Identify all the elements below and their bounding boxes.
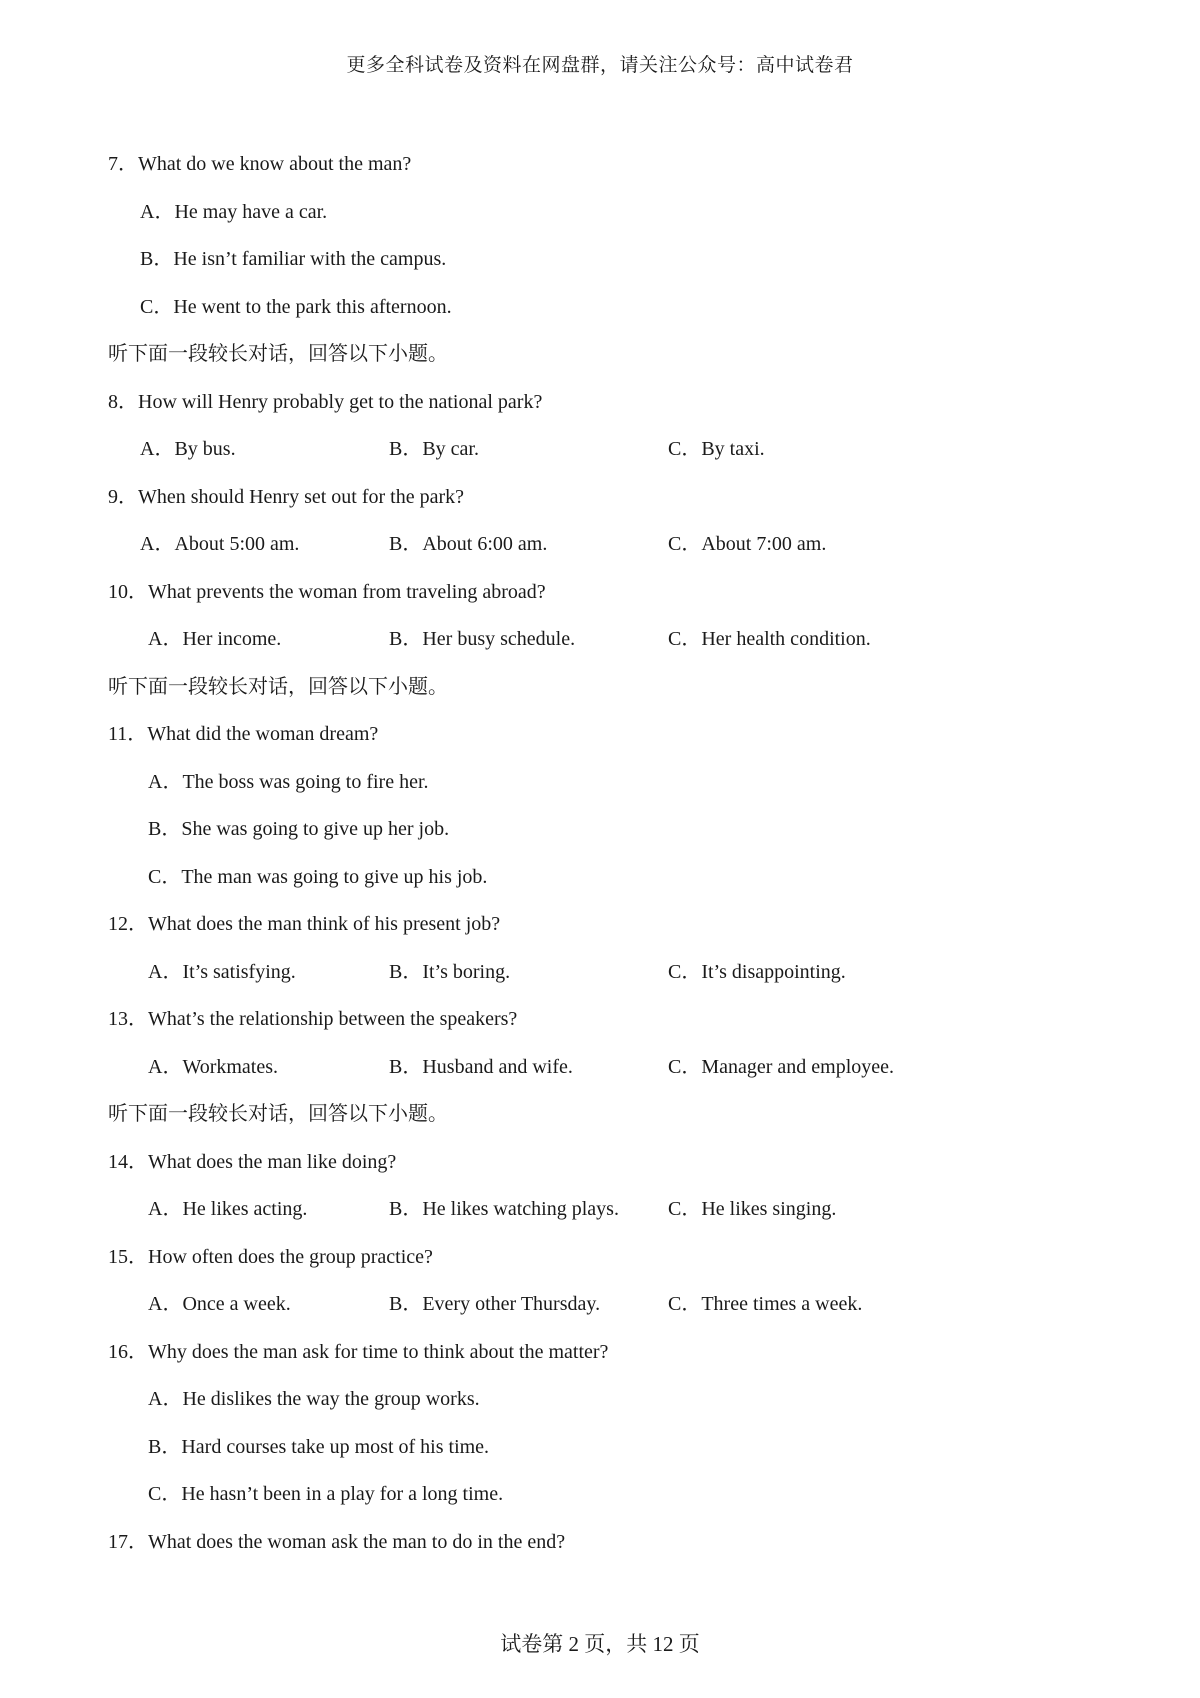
answer-option-c: C．It’s disappointing. bbox=[668, 960, 846, 983]
answer-option-c: C．He likes singing. bbox=[668, 1198, 837, 1220]
question-list bbox=[108, 152, 1108, 1577]
answer-options-row bbox=[108, 437, 1108, 485]
answer-options-row bbox=[108, 1292, 1108, 1340]
answer-option: A．He may have a car. bbox=[140, 200, 328, 223]
answer-option-a: A．Her income. bbox=[148, 628, 282, 650]
question-text: 14．What does the man like doing? bbox=[108, 1150, 397, 1173]
answer-options-row bbox=[108, 532, 1108, 580]
question-text: 16．Why does the man ask for time to think about the matter? bbox=[108, 1340, 609, 1363]
answer-option: C．The man was going to give up his job. bbox=[148, 865, 488, 888]
answer-option-a: A．He likes acting. bbox=[148, 1198, 308, 1220]
answer-option-c: C．By taxi. bbox=[668, 438, 765, 460]
question-text: 15．How often does the group practice? bbox=[108, 1245, 433, 1268]
answer-option-b: B．By car. bbox=[389, 438, 479, 460]
answer-option-c: C．Her health condition. bbox=[668, 628, 871, 650]
answer-option: C．He hasn’t been in a play for a long time. bbox=[148, 1483, 504, 1505]
question-text: 11．What did the woman dream? bbox=[108, 723, 379, 745]
answer-option-a: A．By bus. bbox=[140, 438, 236, 460]
section-instruction: 听下面一段较长对话，回答以下小题。 bbox=[108, 343, 448, 365]
answer-options-row bbox=[108, 1197, 1108, 1245]
answer-option-b: B．Her busy schedule. bbox=[389, 628, 576, 650]
answer-option-c: C．About 7:00 am. bbox=[668, 533, 827, 555]
page-footer: 试卷第 2 页，共 12 页 bbox=[500, 1632, 700, 1656]
answer-option-a: A．About 5:00 am. bbox=[140, 533, 300, 555]
answer-option-b: B．Husband and wife. bbox=[389, 1055, 573, 1078]
answer-options-row bbox=[108, 627, 1108, 675]
section-instruction: 听下面一段较长对话，回答以下小题。 bbox=[108, 675, 448, 698]
answer-option: B．She was going to give up her job. bbox=[148, 818, 450, 840]
answer-options-row bbox=[108, 1055, 1108, 1103]
answer-option-b: B．It’s boring. bbox=[389, 960, 511, 983]
page-header: 更多全科试卷及资料在网盘群，请关注公众号：高中试卷君 bbox=[346, 55, 854, 76]
section-instruction: 听下面一段较长对话，回答以下小题。 bbox=[108, 1103, 448, 1125]
answer-option-b: B．Every other Thursday. bbox=[389, 1293, 601, 1315]
question-text: 8．How will Henry probably get to the national park? bbox=[108, 390, 543, 413]
question-text: 12．What does the man think of his present job? bbox=[108, 913, 501, 935]
answer-option-c: C．Manager and employee. bbox=[668, 1055, 895, 1078]
answer-option-a: A．It’s satisfying. bbox=[148, 960, 296, 983]
answer-option: A．He dislikes the way the group works. bbox=[148, 1388, 480, 1410]
answer-options-row bbox=[108, 960, 1108, 1008]
question-text: 7．What do we know about the man? bbox=[108, 153, 412, 175]
answer-option-b: B．He likes watching plays. bbox=[389, 1198, 619, 1220]
answer-option-a: A．Once a week. bbox=[148, 1293, 291, 1315]
answer-option: A．The boss was going to fire her. bbox=[148, 770, 429, 793]
question-text: 10．What prevents the woman from traveling abroad? bbox=[108, 580, 546, 603]
question-text: 9．When should Henry set out for the park? bbox=[108, 485, 465, 508]
answer-option-b: B．About 6:00 am. bbox=[389, 533, 548, 555]
question-text: 13．What’s the relationship between the speakers? bbox=[108, 1008, 518, 1030]
answer-option-c: C．Three times a week. bbox=[668, 1293, 863, 1315]
question-text: 17．What does the woman ask the man to do in the end? bbox=[108, 1530, 566, 1553]
answer-option: B．Hard courses take up most of his time. bbox=[148, 1435, 490, 1458]
answer-option-a: A．Workmates. bbox=[148, 1055, 279, 1078]
answer-option: B．He isn’t familiar with the campus. bbox=[140, 248, 447, 270]
answer-option: C．He went to the park this afternoon. bbox=[140, 295, 452, 318]
